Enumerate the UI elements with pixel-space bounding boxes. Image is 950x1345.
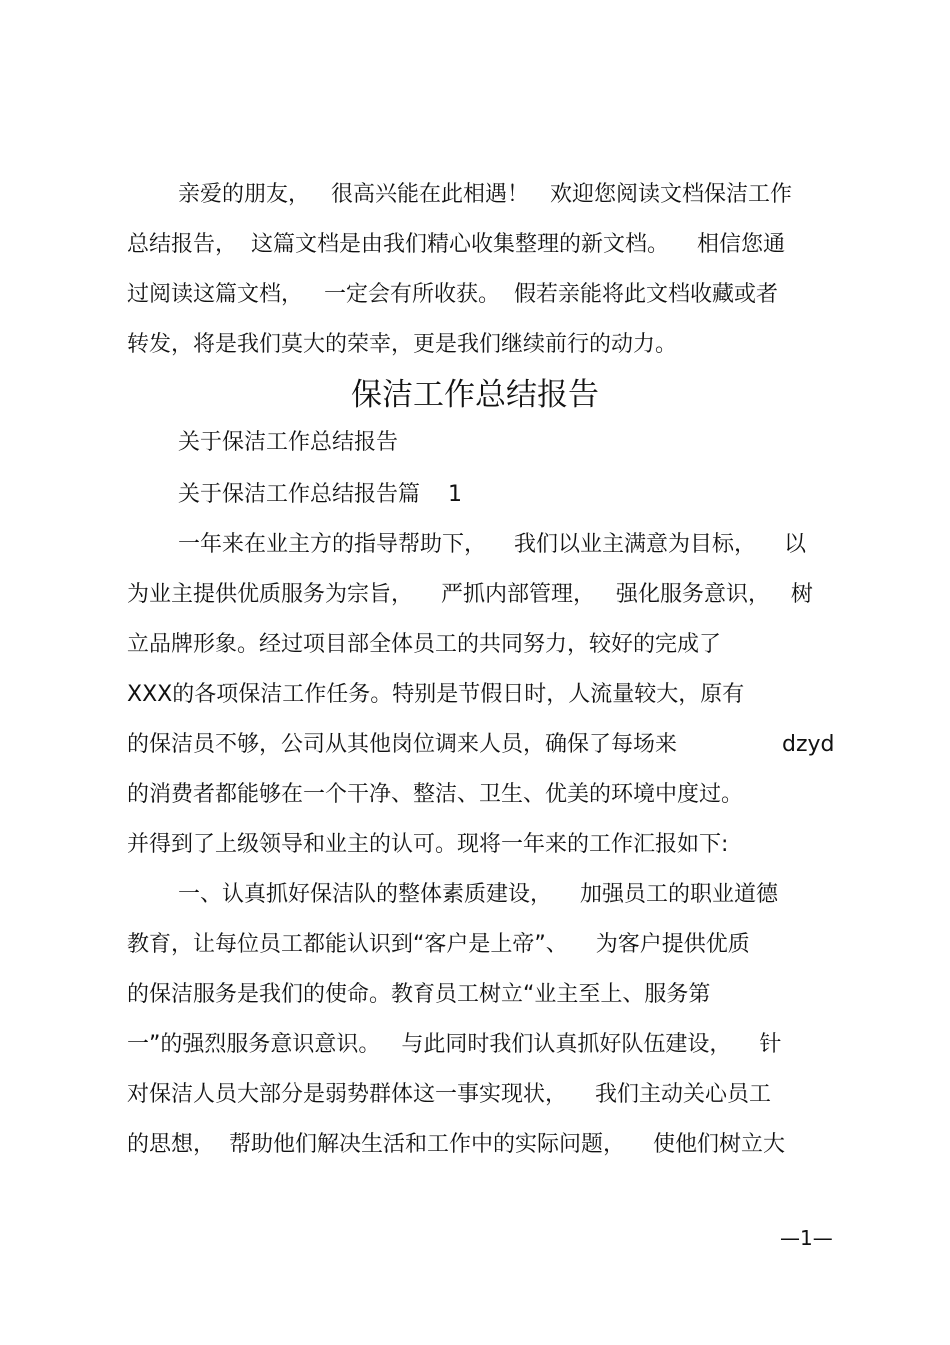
body-line-11: 一”的强烈服务意识意识。 与此同时我们认真抓好队伍建设， 针 — [127, 1032, 782, 1057]
body-line-8: 一、认真抓好保洁队的整体素质建设， 加强员工的职业道德 — [178, 882, 778, 907]
intro-line-4: 转发，将是我们莫大的荣幸，更是我们继续前行的动力。 — [127, 332, 678, 357]
body-line-2: 为业主提供优质服务为宗旨， 严抓内部管理， 强化服务意识， 树 — [127, 582, 813, 607]
body-line-7: 并得到了上级领导和业主的认可。现将一年来的工作汇报如下: — [127, 832, 729, 857]
document-title: 保洁工作总结报告 — [351, 377, 599, 413]
section-heading: 关于保洁工作总结报告篇 1 — [178, 482, 462, 507]
body-line-6: 的消费者都能够在一个干净、整洁、卫生、优美的环境中度过。 — [127, 782, 744, 807]
body-line-1: 一年来在业主方的指导帮助下， 我们以业主满意为目标， 以 — [178, 532, 806, 557]
body-line-9: 教育，让每位员工都能认识到“客户是上帝”、 为客户提供优质 — [127, 932, 750, 957]
body-inline-word: dzyd — [782, 732, 835, 757]
body-line-4: XXX的各项保洁工作任务。特别是节假日时，人流量较大，原有 — [127, 682, 745, 707]
body-line-10: 的保洁服务是我们的使命。教育员工树立“业主至上、服务第 — [127, 982, 711, 1007]
body-line-12: 对保洁人员大部分是弱势群体这一事实现状， 我们主动关心员工 — [127, 1082, 771, 1107]
document-subtitle: 关于保洁工作总结报告 — [178, 430, 399, 455]
body-line-5: 的保洁员不够，公司从其他岗位调来人员，确保了每场来 — [127, 732, 678, 757]
body-line-13: 的思想， 帮助他们解决生活和工作中的实际问题， 使他们树立大 — [127, 1132, 785, 1157]
page-number: —1— — [780, 1226, 833, 1250]
intro-line-2: 总结报告， 这篇文档是由我们精心收集整理的新文档。 相信您通 — [127, 232, 785, 257]
intro-line-3: 过阅读这篇文档， 一定会有所收获。 假若亲能将此文档收藏或者 — [127, 282, 778, 307]
body-line-3: 立品牌形象。经过项目部全体员工的共同努力，较好的完成了 — [127, 632, 722, 657]
intro-line-1: 亲爱的朋友， 很高兴能在此相遇！ 欢迎您阅读文档保洁工作 — [178, 182, 792, 207]
